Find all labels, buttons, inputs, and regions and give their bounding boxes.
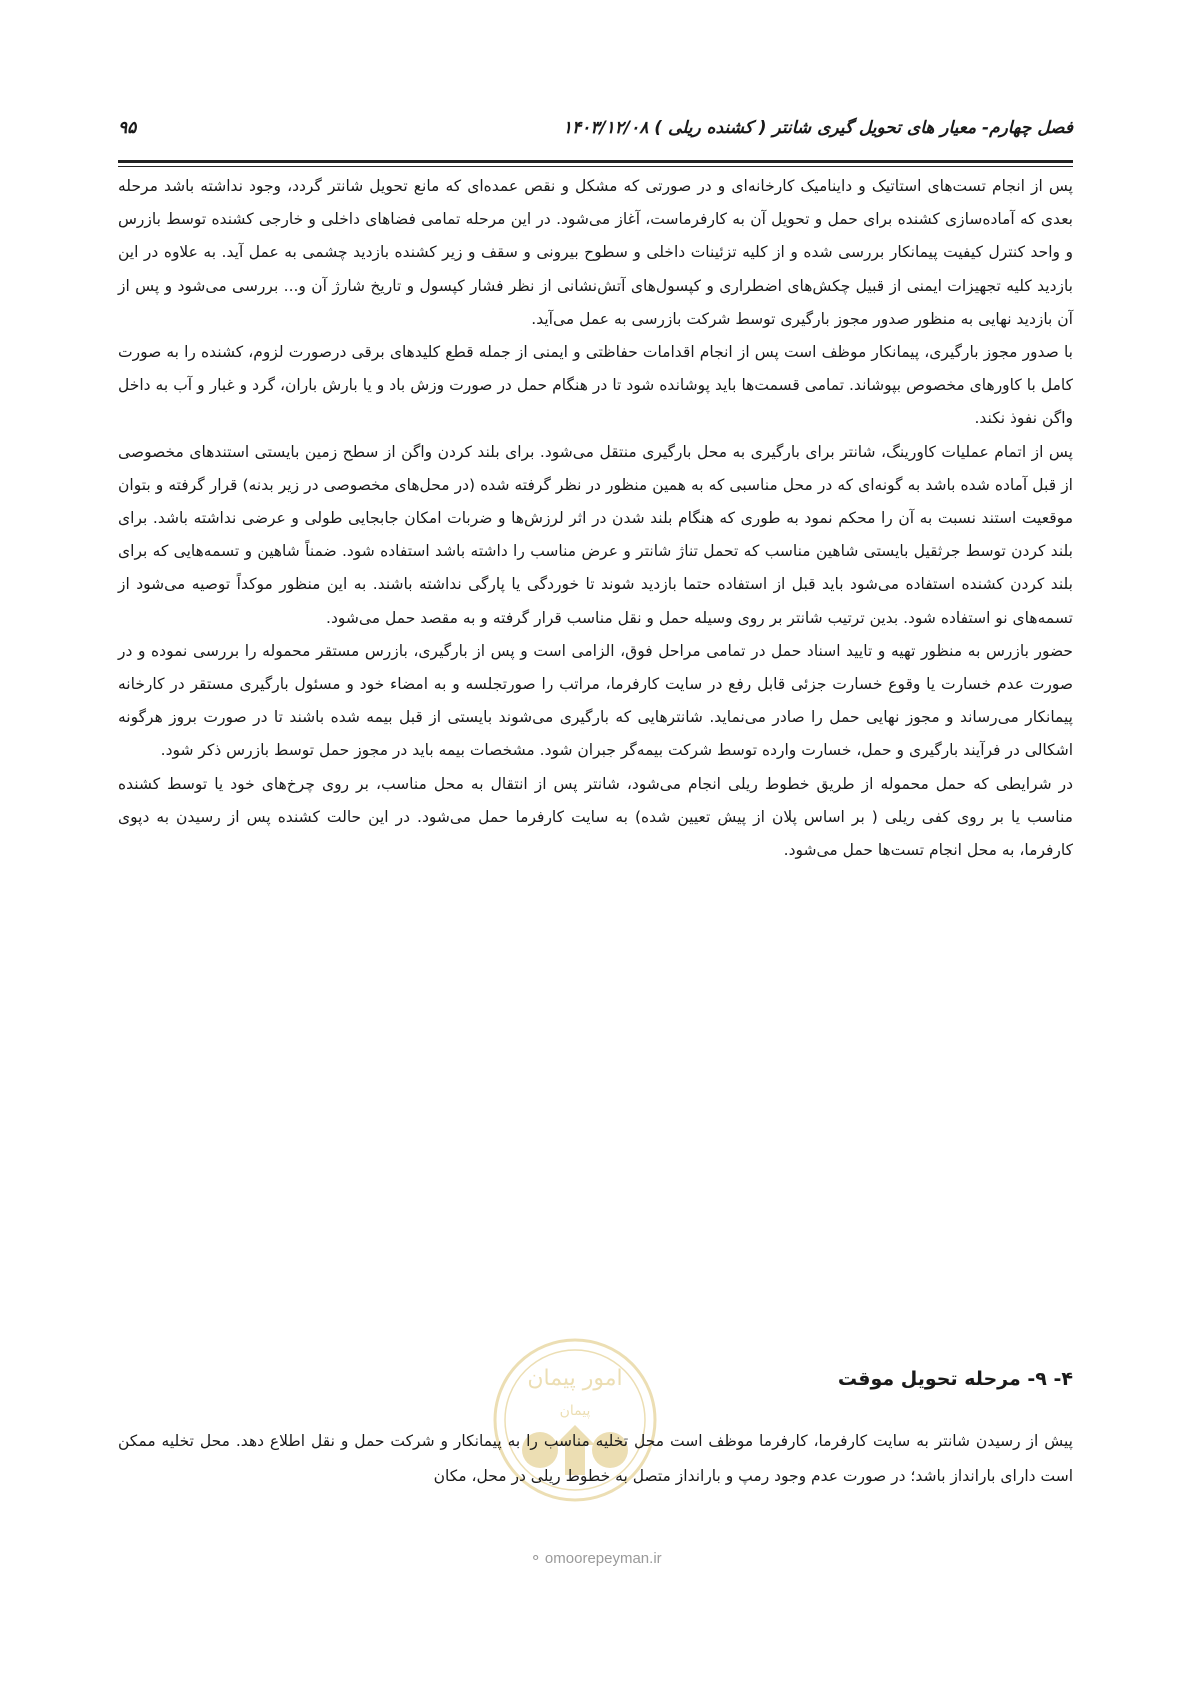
page-number: ۹۵ (118, 118, 137, 138)
section-paragraph: پیش از رسیدن شانتر به سایت کارفرما، کارفرما موظف است محل تخلیه مناسب را به پیمانکار و شرکت حمل و نقل اطلاع دهد. محل تخلیه ممکن است دارای بارانداز باشد؛ در صورت عدم وجود رمپ و بارانداز متصل به خطوط ریلی در محل، مکان (118, 1432, 1073, 1485)
paragraph-5: در شرایطی که حمل محموله از طریق خطوط ریلی انجام می‌شود، شانتر پس از انتقال به محل مناسب، بر روی چرخ‌های خود یا توسط کشنده مناسب یا بر روی کفی ریلی ( بر اساس پلان از پیش تعیین شده) به سایت کارفرما حمل می‌شود. در این حالت کشنده پس از رسیدن به دپوی کارفرما، به محل انجام تست‌ها حمل می‌شود. (118, 774, 1073, 860)
watermark-site (0, 1549, 1191, 1567)
header-title: فصل چهارم- معیار های تحویل گیری شانتر ( کشنده ریلی ) ۱۴۰۳/۱۲/۰۸ (562, 118, 1073, 138)
site-text: omoorepeyman.ir (544, 1550, 662, 1567)
watermark-text-top: امور پیمان (527, 1366, 623, 1391)
header-rule-thin (118, 166, 1073, 167)
page-header (118, 112, 1073, 148)
paragraph-4: حضور بازرس به منظور تهیه و تایید اسناد حمل در تمامی مراحل فوق، الزامی است و پس از بارگیری، بازرس مستقر محموله را بررسی نموده و در صورت عدم خسارت یا وقوع خسارت جزئی قابل رفع در سایت کارفرما، مراتب را صورتجلسه و به امضاء خود و مسئول بارگیری مستقر در کارخانه پیمانکار می‌رساند و مجوز نهایی حمل را صادر می‌نماید. شانترهایی که بارگیری می‌شوند بایستی از قبل بیمه شده باشند تا در صورت بروز هرگونه اشکالی در فرآیند بارگیری و حمل، خسارت وارده توسط شرکت بیمه‌گر جبران شود. مشخصات بیمه باید در مجوز حمل توسط بازرس ذکر شود. (118, 641, 1073, 760)
paragraph-3: پس از اتمام عملیات کاورینگ، شانتر برای بارگیری به محل بارگیری منتقل می‌شود. برای بلند کردن واگن از سطح زمین بایستی استندهای مخصوصی از قبل آماده شده باشد به گونه‌ای که در محل مناسبی که به همین منظور در نظر گرفته شده (در محل‌های مخصوصی در زیر بدنه) قرار گرفته و بتوان موقعیت استند نسبت به آن را محکم نمود به طوری که هنگام بلند شدن در اثر لرزش‌ها و ضربات امکان جابجایی طولی و عرضی نداشته باشد. برای بلند کردن توسط جرثقیل بایستی شاهین مناسب که تحمل تناژ شانتر و عرض مناسب را داشته باشد استفاده شود. ضمناً شاهین و تسمه‌هایی که برای بلند کردن کشنده استفاده می‌شود باید قبل از استفاده حتما بازدید شوند تا خوردگی یا پارگی نداشته باشند. به این منظور موکداً توصیه می‌شود از تسمه‌های نو استفاده شود. بدین ترتیب شانتر بر روی وسیله حمل و نقل مناسب قرار گرفته و به مقصد حمل می‌شود. (118, 442, 1073, 627)
globe-icon: ⚬ (529, 1550, 542, 1567)
paragraph-1: پس از انجام تست‌های استاتیک و داینامیک کارخانه‌ای و در صورتی که مشکل و نقص عمده‌ای که مانع تحویل شانتر گردد، وجود نداشته باشد مرحله بعدی که آماده‌سازی کشنده برای حمل و تحویل آن به کارفرماست، آغاز می‌شود. در این مرحله تمامی فضاهای داخلی و خارجی کشنده توسط بازرس و واحد کنترل کیفیت پیمانکار بررسی شده و از کلیه تزئینات داخلی و سطوح بیرونی و سقف و زیر کشنده بازدید چشمی به عمل آید. به علاوه در این بازدید کلیه تجهیزات ایمنی از قبیل چکش‌های اضطراری و کپسول‌های آتش‌نشانی از نظر فشار کپسول و تاریخ شارژ آن و... بررسی می‌شود و پس از آن بازدید نهایی به منظور صدور مجوز بارگیری توسط شرکت بازرسی به عمل می‌آید. (118, 177, 1073, 328)
header-rule-thick (118, 160, 1073, 163)
section-text (118, 1424, 1073, 1494)
watermark-text-middle: پیمان (559, 1403, 591, 1419)
section-heading: ۴- ۹- مرحله تحویل موقت (837, 1368, 1073, 1390)
body-text (118, 170, 1073, 867)
paragraph-2: با صدور مجوز بارگیری، پیمانکار موظف است پس از انجام اقدامات حفاظتی و ایمنی از جمله قطع کلیدهای برقی درصورت لزوم، کشنده را به صورت کامل با کاورهای مخصوص بپوشاند. تمامی قسمت‌ها باید پوشانده شود تا در هنگام حمل در صورت وزش باد و یا بارش باران، گرد و غبار و آب به داخل واگن نفوذ نکند. (118, 343, 1073, 428)
